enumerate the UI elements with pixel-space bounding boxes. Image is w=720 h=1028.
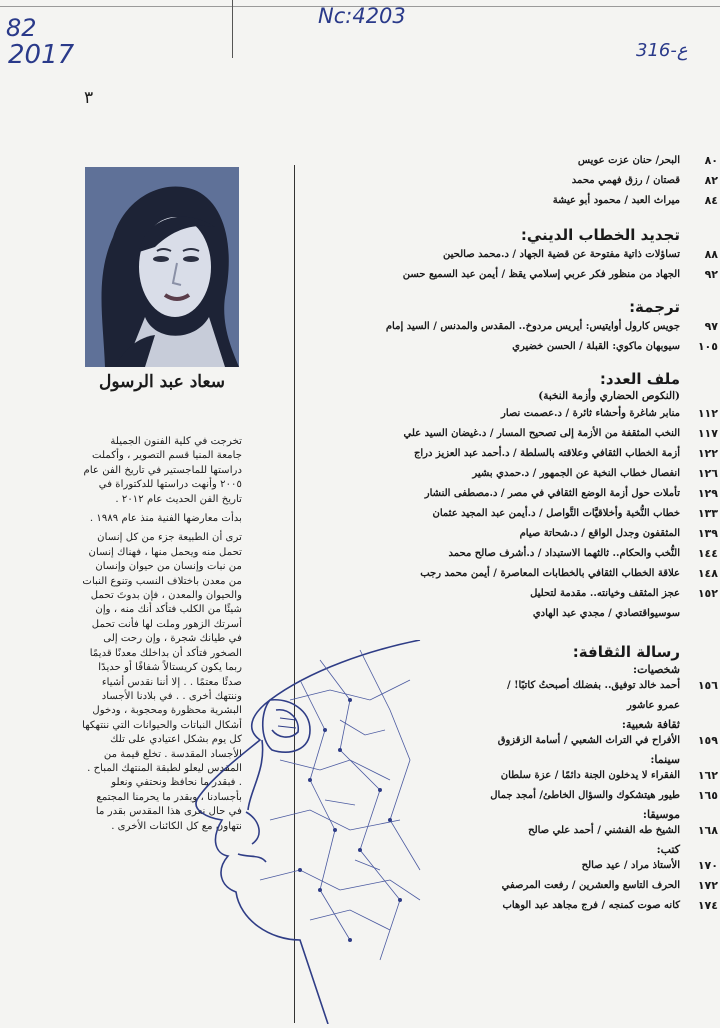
- author-name: سعاد عبد الرسول: [99, 372, 225, 392]
- toc-entry: [300, 897, 718, 917]
- toc-page-number: ١٦٢: [697, 769, 718, 782]
- toc-page-number: ٩٧: [704, 320, 718, 333]
- toc-entry-title: ميراث العبد / محمود أبو عيشة: [552, 195, 680, 206]
- toc-page-number: ٩٢: [704, 268, 718, 281]
- toc-page-number: ١٥٢: [697, 587, 718, 600]
- toc-entry: [300, 525, 718, 545]
- toc-entry-title: تساؤلات ذاتية مفتوحة عن قضية الجهاد / د.محمد صالحين: [443, 249, 680, 260]
- subsection-heading: ثقافة شعبية:: [621, 718, 680, 731]
- toc-entry-title: سوسيواقتصادي / مجدي عبد الهادي: [532, 608, 680, 619]
- toc-entry: [300, 697, 690, 717]
- toc-entry: [300, 505, 718, 525]
- section-heading: ترجمة:: [629, 298, 680, 316]
- toc-entry-title: خطاب النُّخبة وأخلاقيَّات التَّواصل / د.أيمن عبد المجيد عثمان: [432, 508, 680, 519]
- toc-page-number: ١١٧: [697, 427, 718, 440]
- toc-entry-title: قصتان / رزق فهمي محمد: [571, 175, 680, 186]
- toc-entry-title: تأملات حول أزمة الوضع الثقافي في مصر / د.مصطفى النشار: [424, 488, 680, 499]
- toc-entry-title: الفقراء لا يدخلون الجنة دائمًا / عزة سلطان: [500, 770, 680, 781]
- toc-page-number: ٨٠: [704, 154, 718, 167]
- toc-entry-title: المثقفون وجدل الواقع / د.شحاتة صيام: [519, 528, 680, 539]
- toc-page-number: ١٠٥: [697, 340, 718, 353]
- handwritten-code: 316-ع: [636, 40, 688, 61]
- toc-entry-title: النُّخب والحكام.. ثالثهما الاستبداد / د.أشرف صالح محمد: [448, 548, 680, 559]
- bio-paragraph: تخرجت في كلية الفنون الجميلة جامعة المنيا قسم التصوير ، وأكملت دراستها للماجستير في تاريخ الفن عام ٢٠٠٥ وأنهت دراستها للدكتوراة في تاريخ الفن الحديث عام ٢٠١٢ .: [83, 436, 242, 505]
- toc-page-number: ٨٢: [704, 174, 718, 187]
- handwritten-number: 82: [6, 14, 37, 42]
- toc-entry: [300, 445, 718, 465]
- bio-paragraph: ترى أن الطبيعة جزء من كل إنسان تحمل منه ويحمل منها ، فهناك إنسان من نبات وإنسان من حيوان وإنسان من معدن باختلاف النسب وتنوع النبات والحيوان والمعدن ، فإن بدوتَ تحمل شيئًا من الكلب فتأكد أنك منه ، وإن أسرتك الزهور وملت لها فأنت تحمل في طيانك شجرة ، وإن رحت إلى الصخور فتأكد أن بداخلك معدنًا قديمًا ربما يكون كريستالاً شفافًا أو حديدًا صدئًا معتمًا . . إلا أننا نقدس أشياء وننتهك أخرى . . في بلادنا الأجساد البشرية محظورة ومحجوبة ، ودخول أشكال النباتات والحيوانات التي ننتهكها كل يوم بشكل اعتيادي على تلك الأجساد المقدسة . تخلع قيمة من المقدس ليعلو لطبقة المنتهك المباح . . فبقدر ما نحافظ ونحتفي ونعلو بأجسادنا ، وبقدر ما يحرمنا المجتمع في حال نعرى هذا المقدس بقدر ما نتهاون مع كل الكائنات الأخرى .: [82, 532, 242, 832]
- toc-entry-title: البحر/ حنان عزت عويس: [577, 155, 680, 166]
- toc-entry-title: كانه صوت كمنجه / فرج مجاهد عبد الوهاب: [502, 900, 680, 911]
- toc-entry: [300, 857, 718, 877]
- section-subtitle: (النكوص الحضاري وأزمة النخبة): [538, 390, 680, 402]
- toc-entry-title: أحمد خالد توفيق.. بفضلك أصبحتُ كاتبًا! /: [507, 680, 680, 691]
- subsection-heading: سينما:: [650, 753, 680, 766]
- toc-entry: [300, 425, 718, 445]
- toc-entry: [300, 485, 718, 505]
- toc-page-number: ١٧٠: [697, 859, 718, 872]
- toc-entry: [300, 405, 718, 425]
- toc-page-number: ٨٨: [704, 248, 718, 261]
- toc-entry-title: الشيخ طه الفشني / أحمد علي صالح: [528, 825, 680, 836]
- toc-entry-title: الأستاذ مراد / عيد صالح: [581, 860, 680, 871]
- page-number: ٣: [84, 88, 94, 108]
- toc-page-number: ١٧٢: [697, 879, 718, 892]
- toc-page-number: ١٢٩: [697, 487, 718, 500]
- section-heading: رسالة الثقافة:: [572, 643, 680, 661]
- toc-entry: [300, 565, 718, 585]
- header-divider: [232, 0, 233, 58]
- toc-entry: [300, 585, 718, 605]
- toc-page-number: ١٥٦: [697, 679, 718, 692]
- toc-page-number: ٨٤: [704, 194, 718, 207]
- toc-page-number: ١٢٢: [697, 447, 718, 460]
- toc-entry: [300, 732, 718, 752]
- toc-entry: [300, 822, 718, 842]
- subsection-heading: شخصيات:: [633, 663, 680, 676]
- toc-entry: [300, 767, 718, 787]
- toc-entry-title: طيور هيتشكوك والسؤال الخاطئ/ أمجد جمال: [490, 790, 680, 801]
- table-of-contents: [300, 152, 718, 917]
- toc-entry: [300, 605, 690, 625]
- author-portrait: [85, 167, 239, 367]
- toc-page-number: ١٧٤: [697, 899, 718, 912]
- toc-page-number: ١٣٩: [697, 527, 718, 540]
- toc-entry: [300, 266, 718, 286]
- toc-page-number: ١٤٨: [697, 567, 718, 580]
- toc-entry-title: الحرف التاسع والعشرين / رفعت المرصفي: [501, 880, 680, 891]
- toc-entry-title: انفصال خطاب النخبة عن الجمهور / د.حمدي بشير: [472, 468, 680, 479]
- toc-page-number: ١٢٦: [697, 467, 718, 480]
- toc-entry: [300, 152, 718, 172]
- handwritten-year: 2017: [8, 40, 75, 70]
- toc-entry-title: علاقة الخطاب الثقافي بالخطابات المعاصرة / أيمن محمد رجب: [420, 568, 680, 579]
- toc-entry: [300, 338, 718, 358]
- toc-page-number: ١١٢: [697, 407, 718, 420]
- toc-page-number: ١٥٩: [697, 734, 718, 747]
- toc-entry: [300, 318, 718, 338]
- toc-page-number: ١٣٣: [697, 507, 718, 520]
- toc-page-number: ١٦٨: [697, 824, 718, 837]
- toc-entry: [300, 545, 718, 565]
- section-heading: ملف العدد:: [599, 370, 680, 388]
- subsection-heading: موسيقا:: [642, 808, 680, 821]
- section-heading: تجديد الخطاب الديني:: [520, 226, 680, 244]
- toc-entry-title: سيوبهان ماكوي: القبلة / الحسن خضيري: [512, 341, 680, 352]
- handwritten-reference: Nc:4203: [318, 4, 406, 28]
- bio-paragraph: بدأت معارضها الفنية منذ عام ١٩٨٩ .: [89, 513, 242, 525]
- toc-page-number: ١٦٥: [697, 789, 718, 802]
- toc-entry: [300, 787, 718, 807]
- toc-page-number: ١٤٤: [697, 547, 718, 560]
- toc-entry: [300, 465, 718, 485]
- toc-entry: [300, 192, 718, 212]
- toc-entry-title: جويس كارول أوايتيس: أيريس مردوخ.. المقدس والمدنس / السيد إمام: [385, 321, 680, 332]
- toc-entry-title: الأفراح في التراث الشعبي / أسامة الزقزوق: [497, 735, 680, 746]
- toc-entry-title: عجز المثقف وخيانته.. مقدمة لتحليل: [530, 588, 680, 599]
- toc-entry: [300, 677, 718, 697]
- toc-entry-title: أزمة الخطاب الثقافي وعلاقته بالسلطة / د.أحمد عبد العزيز دراج: [413, 448, 680, 459]
- toc-entry-title: الجهاد من منظور فكر عربي إسلامي يقظ / أيمن عبد السميع حسن: [402, 269, 680, 280]
- toc-entry-title: النخب المثقفة من الأزمة إلى تصحيح المسار / د.غيضان السيد علي: [403, 428, 680, 439]
- toc-entry: [300, 246, 718, 266]
- toc-entry-title: عمرو عاشور: [627, 700, 680, 711]
- toc-entry: [300, 877, 718, 897]
- toc-entry: [300, 172, 718, 192]
- subsection-heading: كتب:: [656, 843, 680, 856]
- toc-entry-title: منابر شاغرة وأحشاء ثائرة / د.عصمت نصار: [500, 408, 680, 419]
